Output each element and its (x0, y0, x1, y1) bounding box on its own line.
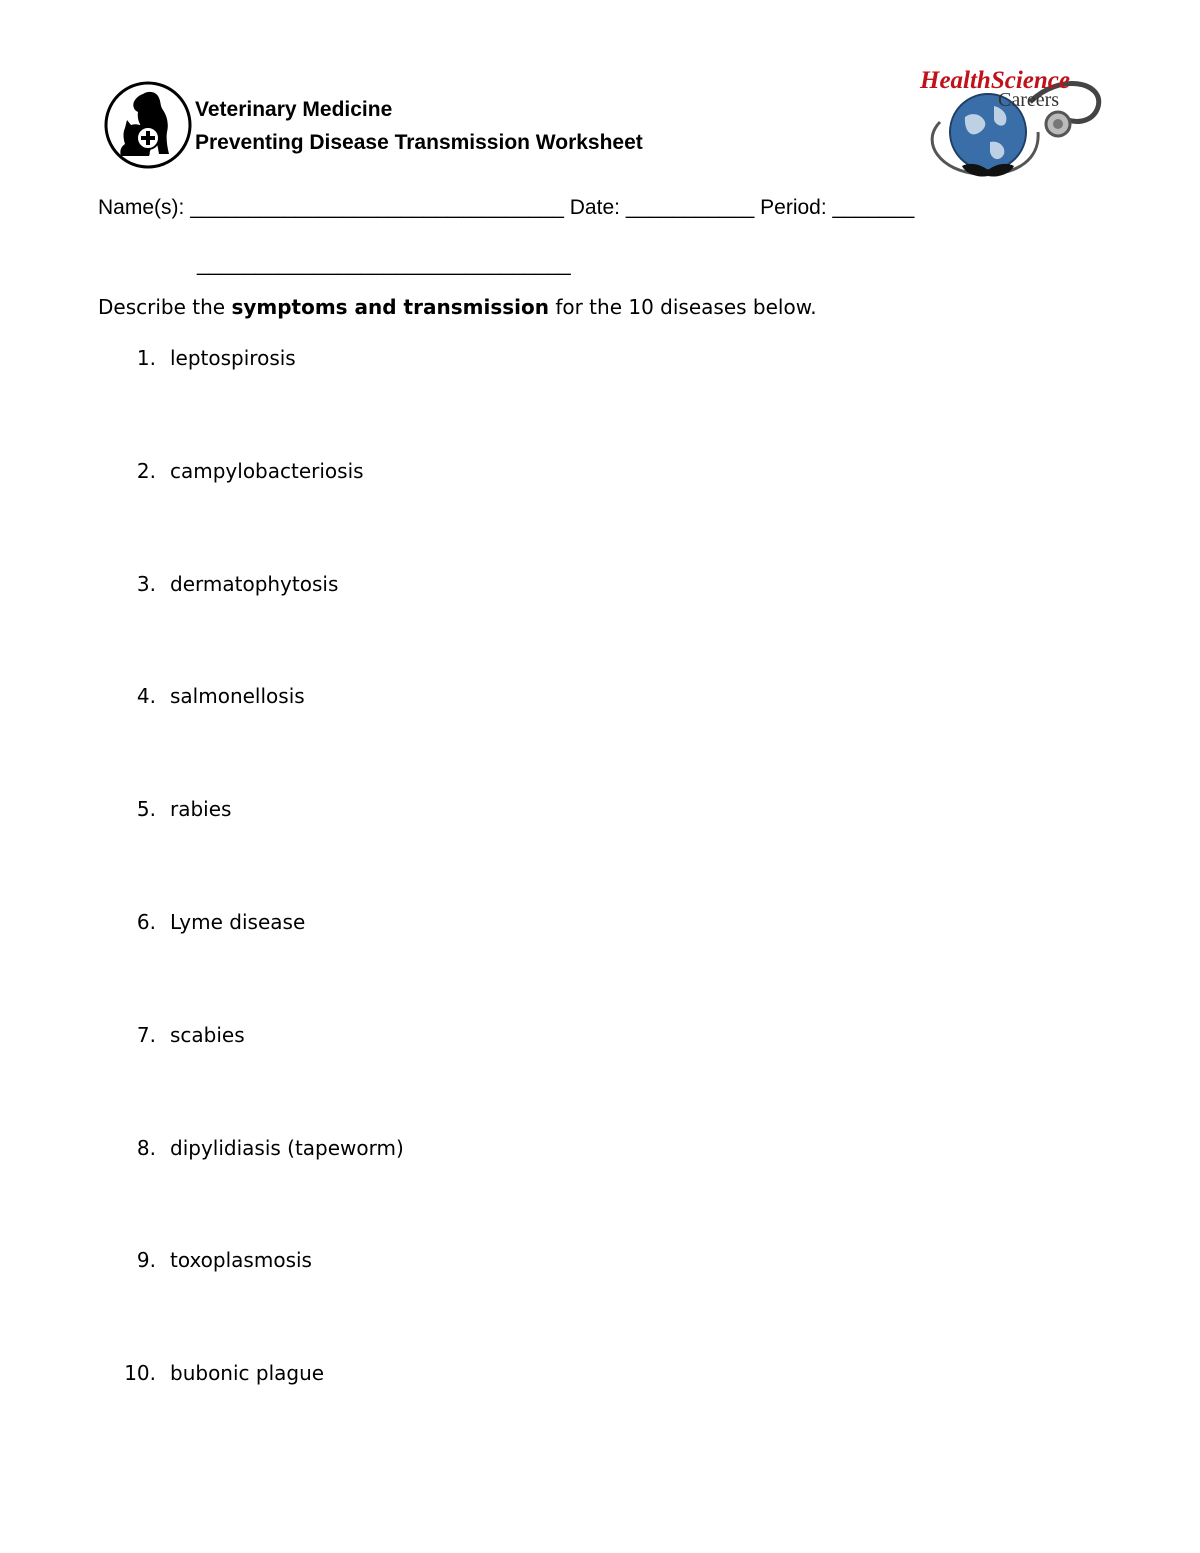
logo-healthscience-text: HealthScience (920, 67, 1070, 94)
list-item (0, 572, 1200, 685)
item-number: 1. (136, 346, 156, 370)
worksheet-title: Preventing Disease Transmission Worksheet (195, 131, 643, 154)
course-title: Veterinary Medicine (195, 98, 393, 121)
period-blank[interactable]: _______ (832, 196, 915, 219)
instructions (98, 295, 817, 319)
disease-name: rabies (170, 797, 232, 822)
item-number: 10. (124, 1361, 156, 1386)
name-blank[interactable]: ________________________________ (190, 196, 564, 219)
disease-name: bubonic plague (170, 1361, 325, 1386)
list-item (0, 1248, 1200, 1361)
item-number: 3. (136, 571, 156, 596)
instructions-after: for the 10 diseases below. (548, 295, 817, 319)
instructions-before: Describe the (98, 295, 232, 319)
disease-name: Lyme disease (170, 909, 306, 934)
disease-list (0, 346, 1200, 1474)
list-item (0, 797, 1200, 910)
item-number: 7. (136, 1022, 156, 1047)
item-number: 5. (136, 797, 156, 822)
veterinary-logo-icon (103, 80, 193, 170)
health-science-careers-logo (910, 62, 1110, 182)
disease-name: campylobacteriosis (170, 458, 364, 483)
disease-name: scabies (170, 1022, 245, 1047)
name-label: Name(s): (98, 196, 185, 219)
student-info-fields (98, 196, 914, 220)
item-number: 4. (136, 684, 156, 709)
item-number: 9. (136, 1248, 156, 1273)
list-item (0, 1023, 1200, 1136)
disease-name: toxoplasmosis (170, 1248, 312, 1273)
name-blank-second-line[interactable]: ________________________________ (197, 253, 571, 276)
instructions-bold: symptoms and transmission (231, 295, 549, 319)
disease-name: leptospirosis (170, 346, 296, 370)
item-number: 6. (136, 909, 156, 934)
list-item (0, 346, 1200, 459)
list-item (0, 684, 1200, 797)
worksheet-header (195, 93, 643, 159)
logo-careers-text: Careers (998, 89, 1060, 111)
list-item (0, 910, 1200, 1023)
list-item (0, 1361, 1200, 1474)
period-label: Period: (760, 196, 827, 219)
disease-name: salmonellosis (170, 684, 305, 709)
date-label: Date: (569, 196, 620, 219)
disease-name: dermatophytosis (170, 571, 339, 596)
list-item (0, 1136, 1200, 1249)
disease-name: dipylidiasis (tapeworm) (170, 1135, 404, 1160)
date-blank[interactable]: ___________ (625, 196, 755, 219)
list-item (0, 459, 1200, 572)
item-number: 2. (136, 458, 156, 483)
item-number: 8. (136, 1135, 156, 1160)
